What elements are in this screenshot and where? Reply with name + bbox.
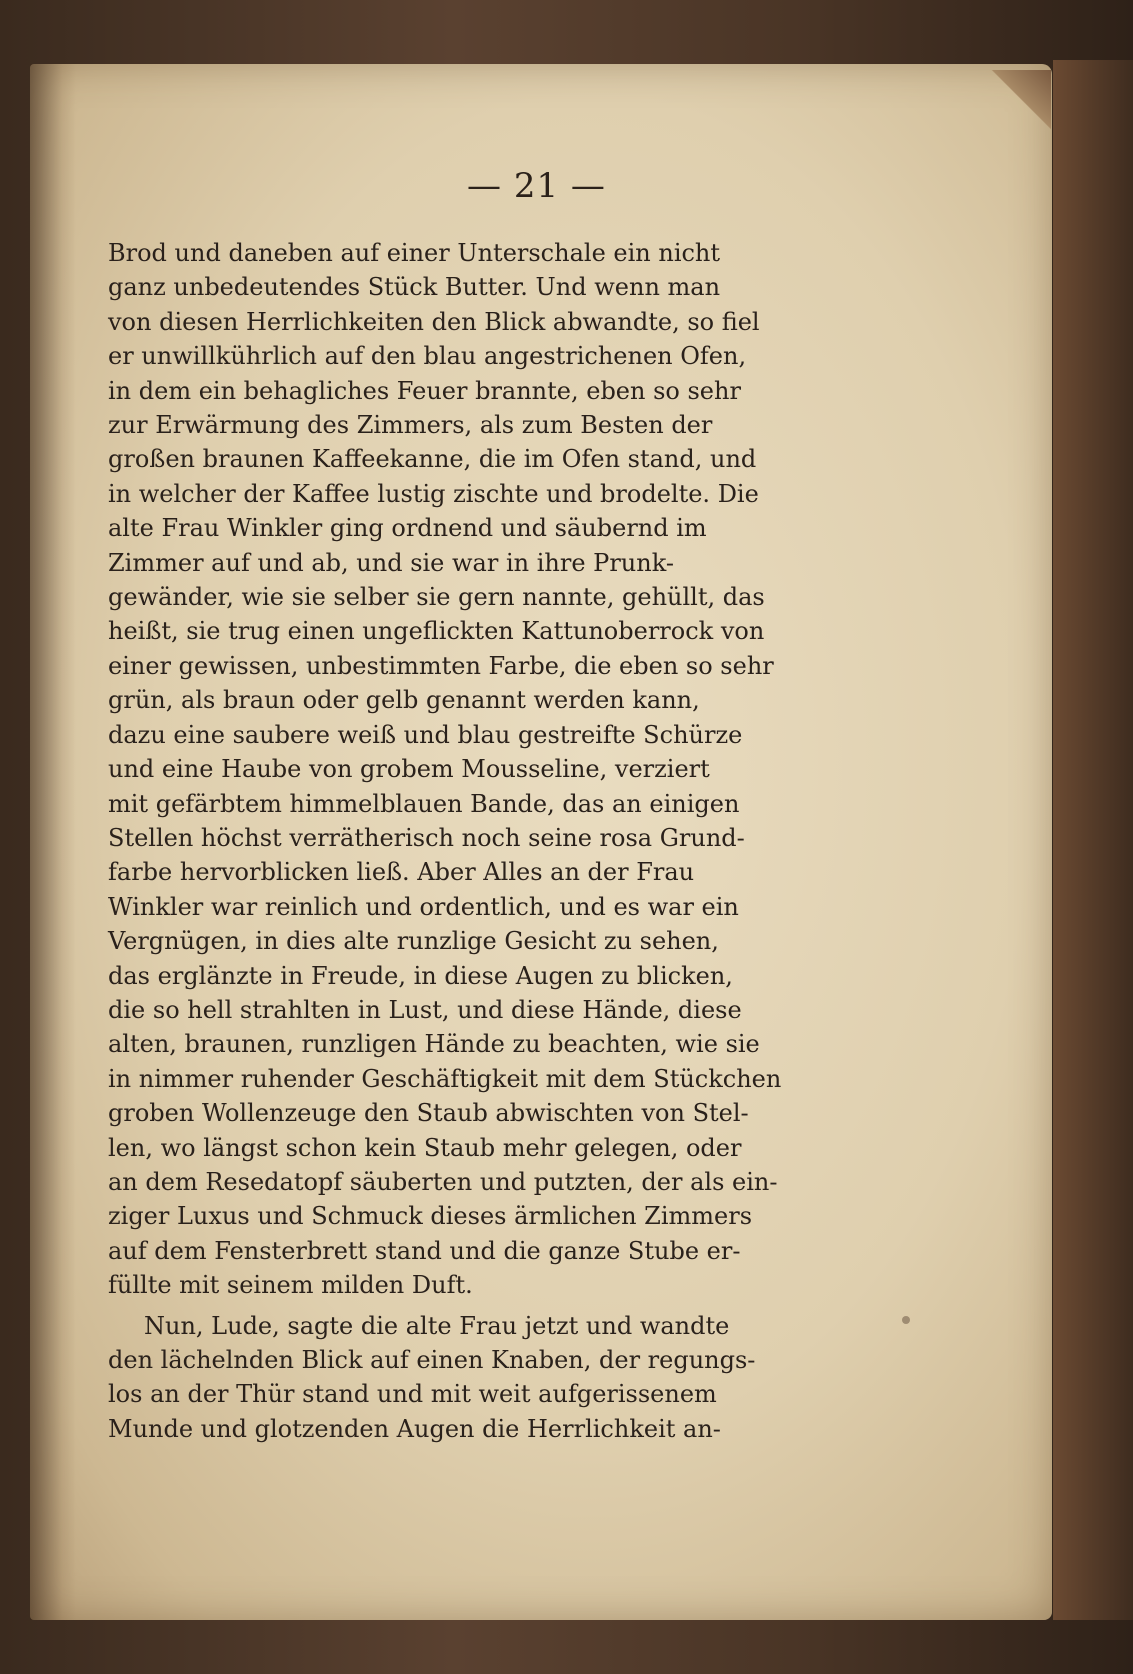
- paragraph-2: Nun, Lude, sagte die alte Frau jetzt und wandte den lächelnden Blick auf einen Knaben, der regungs- los an der Thür stand und mit weit aufgerissenem Munde und glotzenden Augen die Herrlichkeit an-: [108, 1311, 756, 1443]
- body-text: [108, 236, 878, 1446]
- page-gutter-shadow: [30, 64, 76, 1620]
- paragraph-1: Brod und daneben auf einer Unterschale ein nicht ganz unbedeutendes Stück Butter. Und wenn man von diesen Herrlichkeiten den Blick abwandte, so fiel er unwillkührlich auf den blau angestrichenen Ofen, in dem ein behagliches Feuer brannte, eben so sehr zur Erwärmung des Zimmers, als zum Besten der großen braunen Kaffeekanne, die im Ofen stand, und in welcher der Kaffee lustig zischte und brodelte. Die alte Frau Winkler ging ordnend und säubernd im Zimmer auf und ab, und sie war in ihre Prunk- gewänder, wie sie selber sie gern nannte, gehüllt, das heißt, sie trug einen ungeflickten Kattunoberrock von einer gewissen, unbestimmten Farbe, die eben so sehr grün, als braun oder gelb genannt werden kann, dazu eine saubere weiß und blau gestreifte Schürze und eine Haube von grobem Mousseline, verziert mit gefärbtem himmelblauen Bande, das an einigen Stellen höchst verrätherisch noch seine rosa Grund- farbe hervorblicken ließ. Aber Alles an der Frau Winkler war reinlich und ordentlich, und es war ein Vergnügen, in dies alte runzlige Gesicht zu sehen, das erglänzte in Freude, in diese Augen zu blicken, die so hell strahlten in Lust, und diese Hände, diese alten, braunen, runzligen Hände zu beachten, wie sie in nimmer ruhender Geschäftigkeit mit dem Stückchen groben Wollenzeuge den Staub abwischten von Stel- len, wo längst schon kein Staub mehr gelegen, oder an dem Resedatopf säuberten und putzten, der als ein- ziger Luxus und Schmuck dieses ärmlichen Zimmers auf dem Fensterbrett stand und die ganze Stube er- füllte mit seinem milden Duft.: [108, 239, 782, 1300]
- page-number: — 21 —: [467, 166, 606, 206]
- cover-edge: [1053, 60, 1133, 1620]
- page-corner-wear: [981, 70, 1051, 130]
- paper-spot: [902, 1316, 910, 1324]
